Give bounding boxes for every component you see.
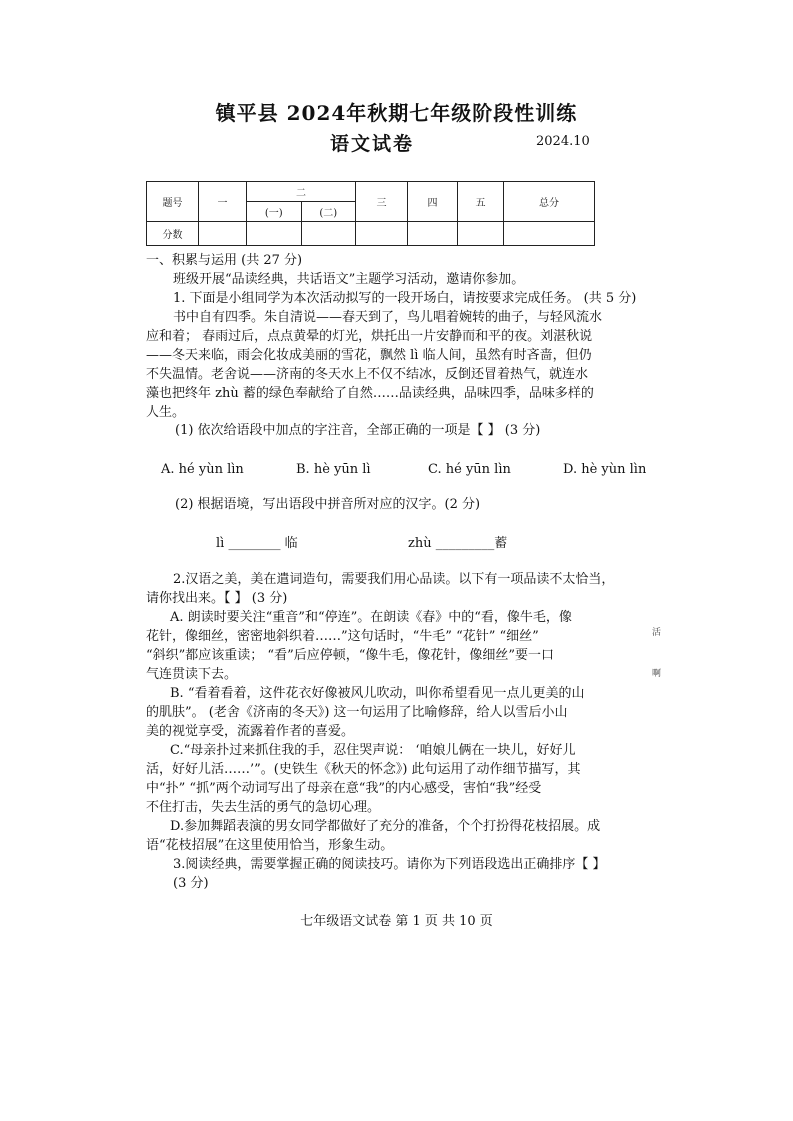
question-1-sub1: (1) 依次给语段中加点的字注音，全部正确的一项是【 】 (3 分) [175,423,541,438]
score-cell[interactable] [408,222,458,246]
score-table-subheader-cell: (二) [301,202,356,222]
option-c-line: 中“扑” “抓”两个动词写出了母亲在意“我”的内心感受，害怕“我”经受 [146,781,542,796]
question-3-stem: 3.阅读经典，需要掌握正确的阅读技巧。请你为下列语段选出正确排序【 】 [173,857,606,872]
question-3-points: (3 分) [173,876,209,891]
option-d-line: D.参加舞蹈表演的男女同学都做好了充分的准备，个个打扮得花枝招展。成 [170,819,601,834]
score-cell[interactable] [458,222,504,246]
section-heading: 一、积累与运用 (共 27 分) [146,253,303,268]
score-cell[interactable] [356,222,408,246]
option-c-line: 不住打击，失去生活的勇气的急切心理。 [146,800,381,815]
answer-blank-zhu[interactable]: zhù _________蓄 [408,536,508,551]
score-cell[interactable] [504,222,595,246]
score-table-header-cell: 四 [408,182,458,222]
exam-title: 镇平县 2024年秋期七年级阶段性训练 [215,101,578,125]
answer-blank-li[interactable]: lì ________ 临 [216,536,298,551]
score-table [146,181,595,246]
option-c[interactable]: C. hé yūn lìn [428,462,511,477]
option-a-line: 气连贯读下去。 [146,667,238,682]
side-mark: 活 [652,628,662,638]
passage-line: 藻也把终年 zhù 蓄的绿色奉献给了自然……品读经典，品味四季，品味多样的 [146,386,594,401]
option-a-line: A. 朗读时要关注“重音”和“停连”。在朗读《春》中的“看，像牛毛，像 [170,610,572,625]
passage-line: 书中自有四季。朱自清说——春天到了，鸟儿唱着婉转的曲子，与轻风流水 [173,310,603,325]
score-table-header-cell: 题号 [147,182,199,222]
section-intro: 班级开展“品读经典，共话语文”主题学习活动，邀请你参加。 [173,272,525,287]
exam-subtitle: 语文试卷 [330,133,415,155]
score-table-subheader-cell: (一) [247,202,302,222]
option-b-line: B. “看着看着，这件花衣好像被风儿吹动，叫你希望看见一点儿更美的山 [170,686,585,701]
option-a-line: 花针，像细丝，密密地斜织着……”这句话时，“牛毛” “花针” “细丝” [146,629,539,644]
passage-line: ——冬天来临，雨会化妆成美丽的雪花，飘然 lì 临人间，虽然有时吝啬，但仍 [146,348,592,363]
score-table-header-cell: 五 [458,182,504,222]
question-2-stem-line: 2.汉语之美，美在遣词造句，需要我们用心品读。以下有一项品读不太恰当， [173,572,615,587]
option-b-line: 的肌肤”。 (老舍《济南的冬天》) 这一句运用了比喻修辞，给人以雪后小山 [146,705,568,720]
score-table-header-cell: 二 [247,182,356,202]
score-cell[interactable] [247,222,302,246]
passage-line: 应和着； 春雨过后，点点黄晕的灯光，烘托出一片安静而和平的夜。刘湛秋说 [146,329,593,344]
option-c-line: 活，好好儿活……’”。(史铁生《秋天的怀念》) 此句运用了动作细节描写，其 [146,762,581,777]
exam-date: 2024.10 [536,134,590,149]
question-1-stem: 1. 下面是小组同学为本次活动拟写的一段开场白，请按要求完成任务。 (共 5 分) [173,291,637,306]
side-mark: 啊 [652,669,662,679]
option-d-line: 语“花枝招展”在这里使用恰当，形象生动。 [146,838,394,853]
page-footer: 七年级语文试卷 第 1 页 共 10 页 [300,914,493,929]
score-table-header-cell: 一 [199,182,247,222]
score-table-header-cell: 三 [356,182,408,222]
option-a-line: “斜织”都应该重读； “看”后应停顿，“像牛毛，像花针，像细丝”要一口 [146,648,555,663]
score-cell[interactable] [199,222,247,246]
passage-line: 不失温情。老舍说——济南的冬天水上不仅不结冰，反倒还冒着热气，就连水 [146,367,589,382]
score-cell[interactable] [301,222,356,246]
option-a[interactable]: A. hé yùn lìn [161,462,244,477]
question-1-sub2: (2) 根据语境，写出语段中拼音所对应的汉字。(2 分) [175,497,481,512]
score-row-label: 分数 [147,222,199,246]
option-b[interactable]: B. hè yūn lì [296,462,371,477]
passage-line: 人生。 [146,405,186,420]
score-table-header-cell: 总分 [504,182,595,222]
option-c-line: C.“母亲扑过来抓住我的手，忍住哭声说： ‘咱娘儿俩在一块儿，好好儿 [170,743,576,758]
option-b-line: 美的视觉享受，流露着作者的喜爱。 [146,724,355,739]
question-2-stem-line: 请你找出来。【 】 (3 分) [146,591,288,606]
option-d[interactable]: D. hè yùn lìn [563,462,647,477]
